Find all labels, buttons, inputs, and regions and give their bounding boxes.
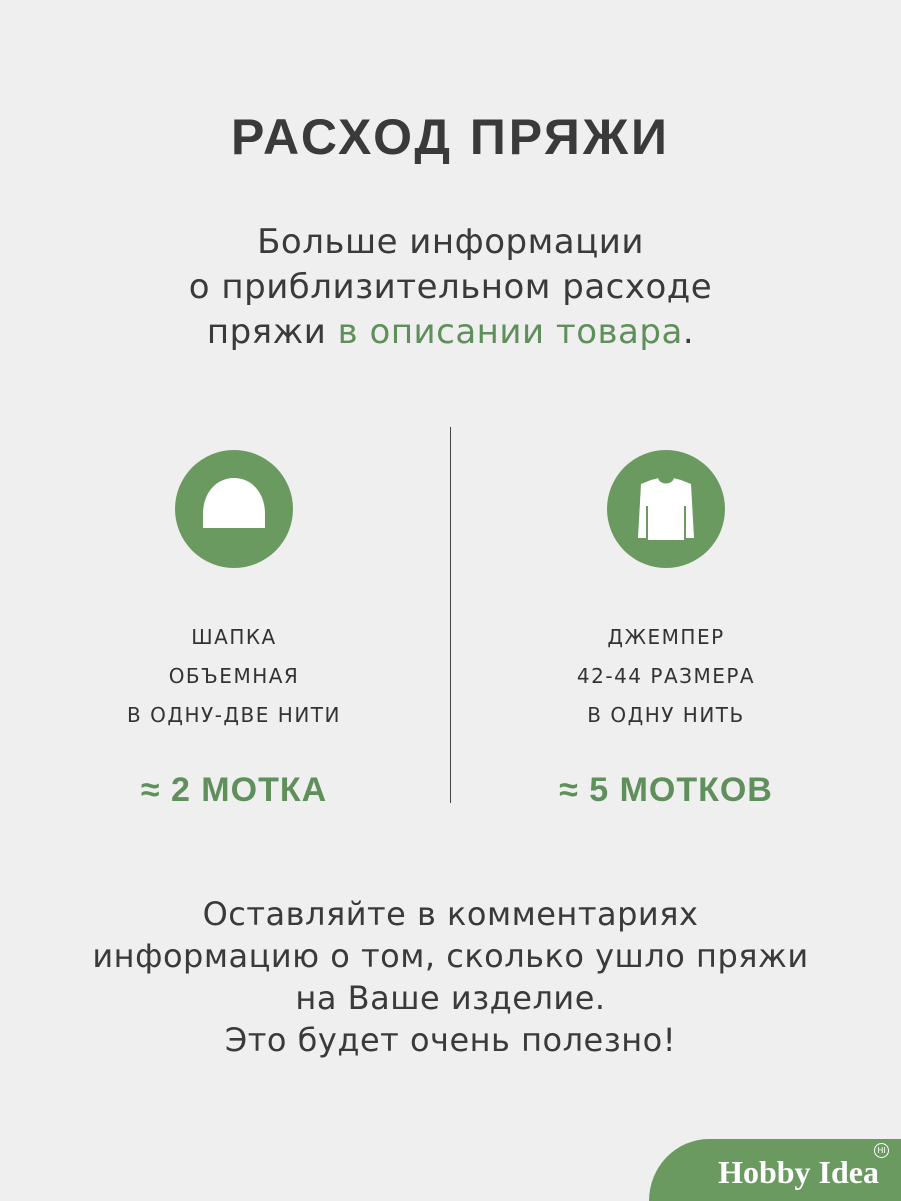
intro-line-3-start: пряжи bbox=[206, 312, 338, 352]
page-title: РАСХОД ПРЯЖИ bbox=[231, 109, 670, 165]
sweater-column bbox=[466, 450, 866, 810]
intro-text bbox=[0, 220, 901, 355]
outro-line-1: Оставляйте в комментариях bbox=[202, 895, 699, 933]
brand-logo bbox=[649, 1139, 901, 1201]
sweater-desc-line-1: ДЖЕМПЕР bbox=[607, 625, 725, 649]
intro-line-3-end: . bbox=[682, 312, 695, 352]
hat-amount: ≈ 2 МОТКА bbox=[140, 771, 328, 809]
sweater-desc-line-2: 42-44 РАЗМЕРА bbox=[576, 664, 756, 688]
product-description-highlight: в описании товара bbox=[337, 312, 683, 352]
hat-desc-line-1: ШАПКА bbox=[191, 625, 277, 649]
hat-desc-line-3: В ОДНУ-ДВЕ НИТИ bbox=[127, 703, 341, 727]
sweater-icon bbox=[607, 450, 725, 568]
brand-mark-icon: HI bbox=[874, 1143, 889, 1158]
sweater-description bbox=[466, 618, 866, 735]
intro-line-2: о приблизительном расходе bbox=[188, 267, 713, 307]
outro-line-2: информацию о том, сколько ушло пряжи bbox=[92, 937, 809, 975]
hat-desc-line-2: ОБЪЕМНАЯ bbox=[168, 664, 300, 688]
outro-line-3: на Ваше изделие. bbox=[295, 979, 606, 1017]
column-divider bbox=[450, 427, 451, 803]
sweater-desc-line-3: В ОДНУ НИТЬ bbox=[587, 703, 745, 727]
outro-line-4: Это будет очень полезно! bbox=[224, 1021, 677, 1059]
intro-line-1: Больше информации bbox=[257, 222, 644, 262]
intro-line-3 bbox=[0, 310, 901, 355]
brand-name: Hobby Idea bbox=[718, 1154, 879, 1190]
sweater-amount: ≈ 5 МОТКОВ bbox=[559, 771, 773, 809]
hat-description bbox=[34, 618, 434, 735]
hat-column bbox=[34, 450, 434, 810]
outro-text bbox=[0, 893, 901, 1061]
hat-icon bbox=[175, 450, 293, 568]
